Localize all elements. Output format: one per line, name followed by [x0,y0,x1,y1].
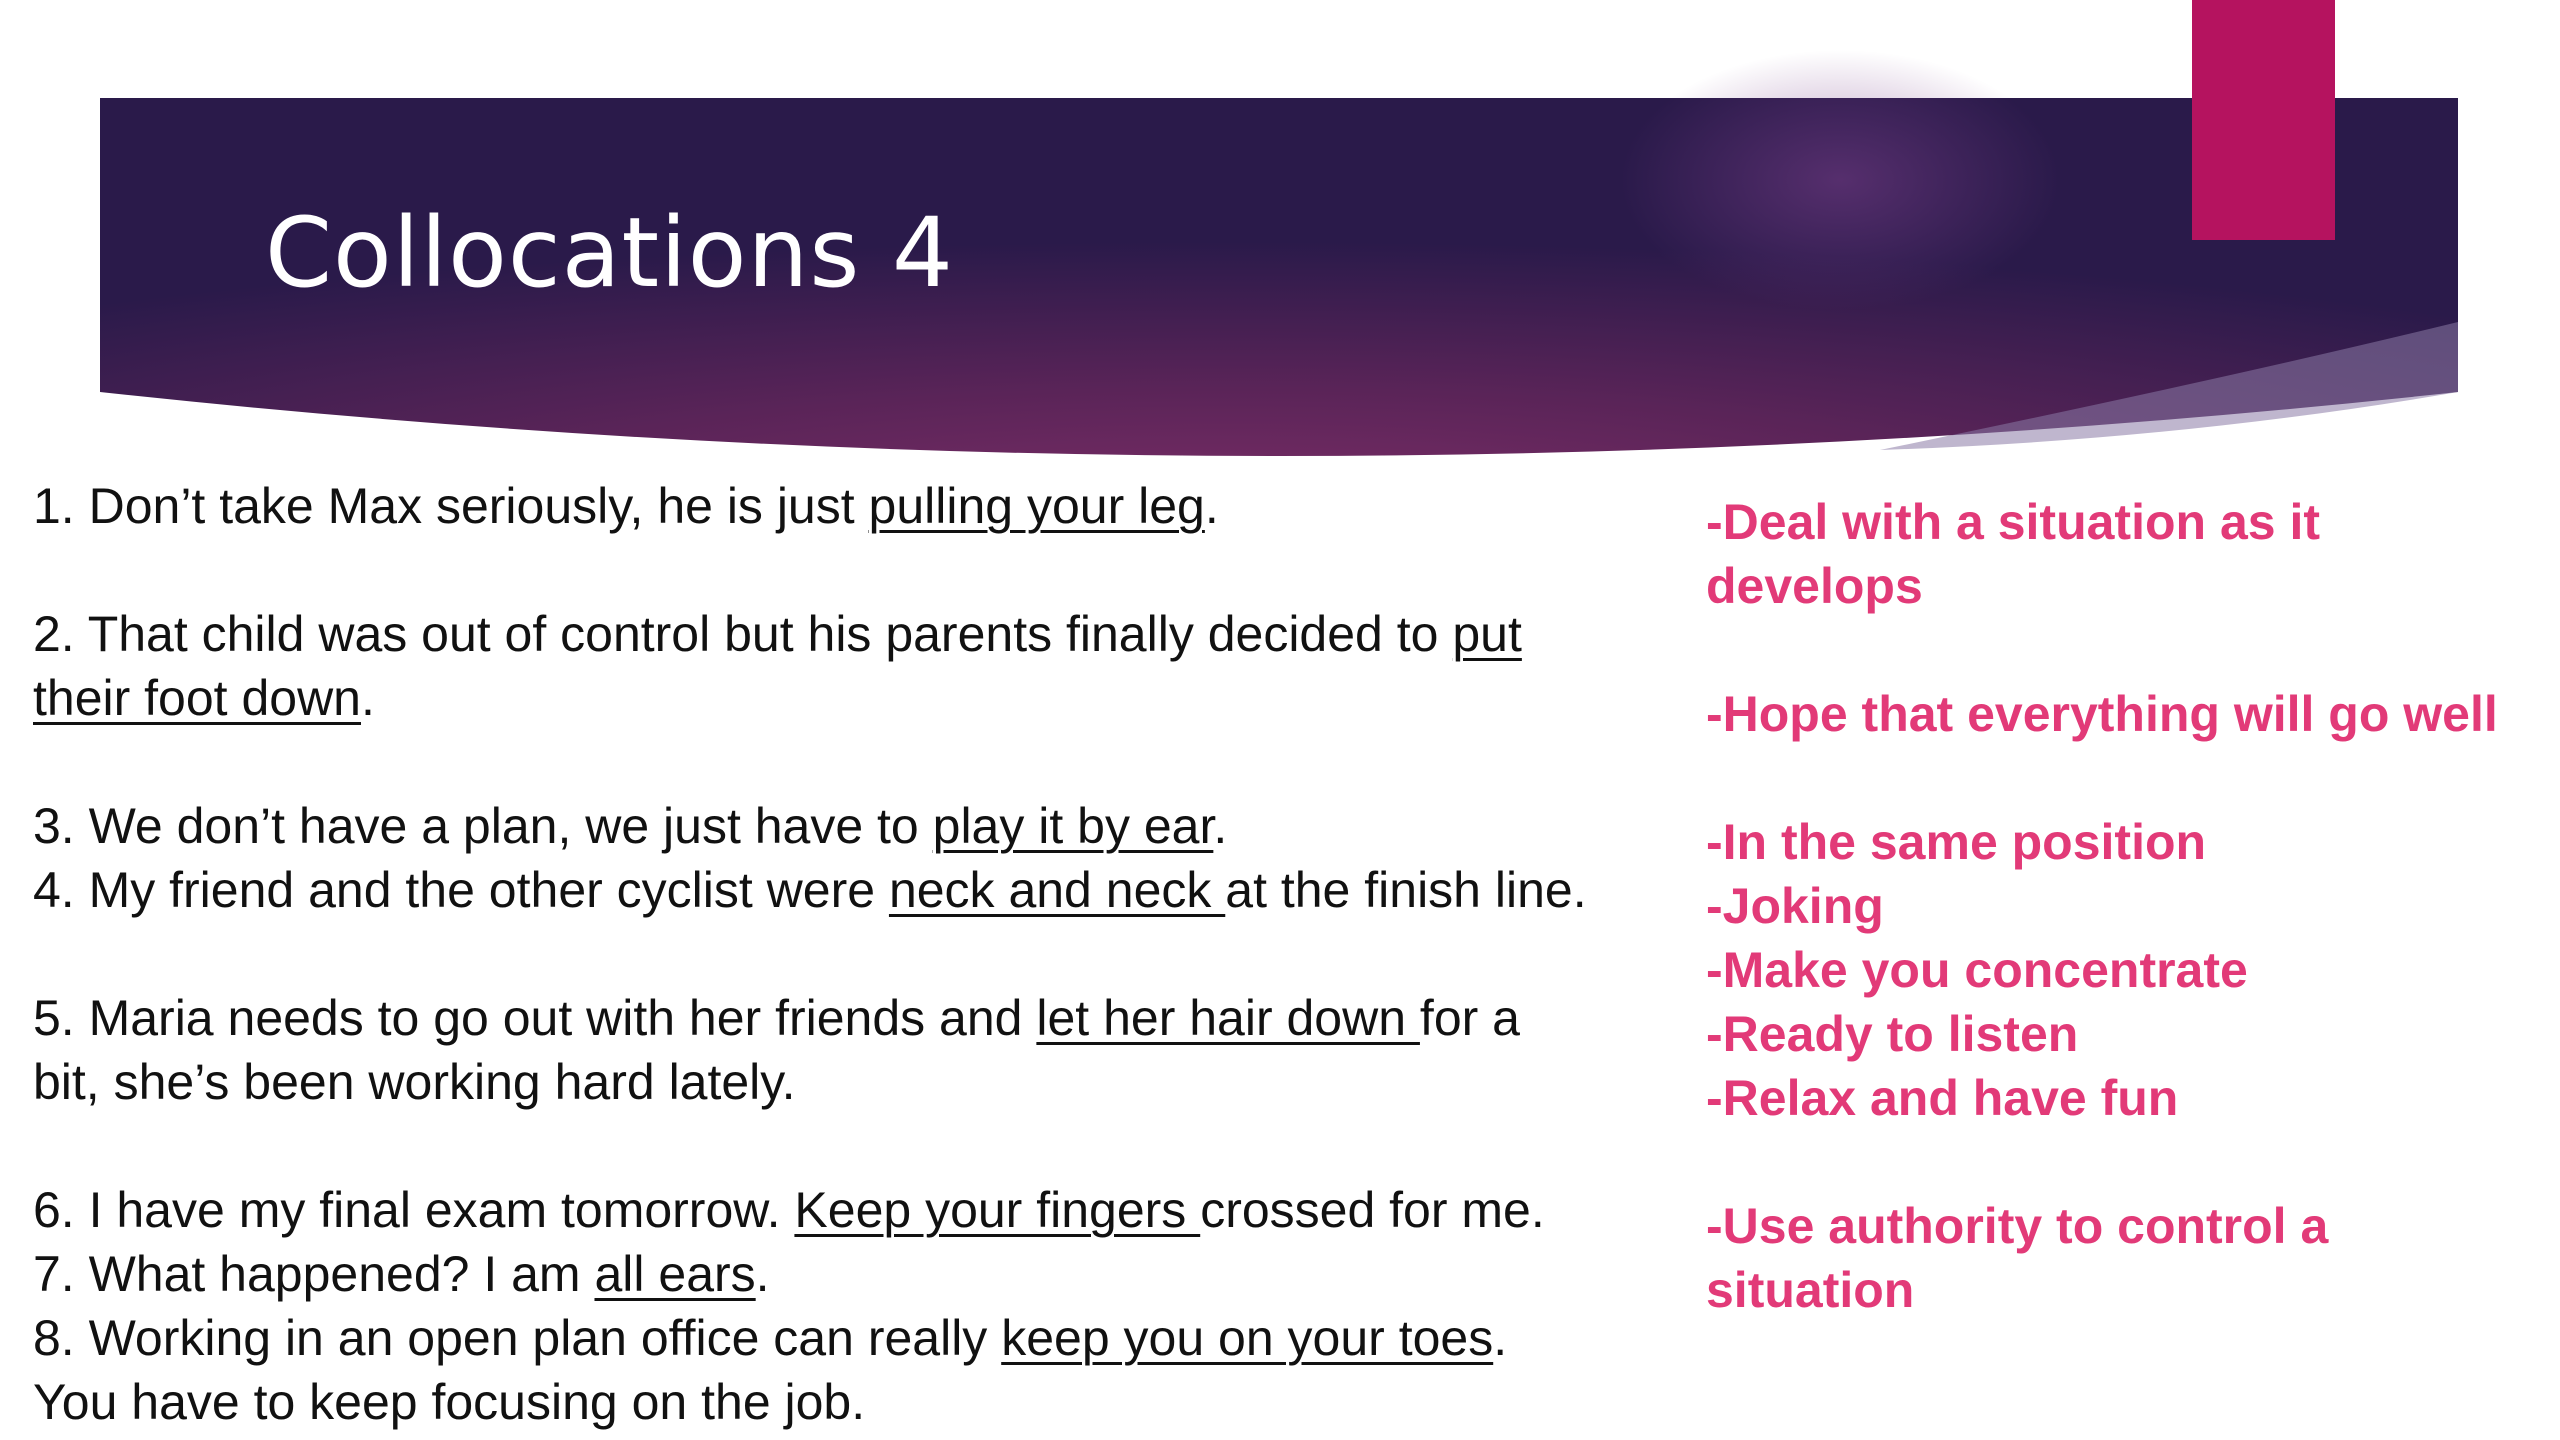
collocation-phrase: put [1452,606,1522,662]
meaning-item: -Joking [1706,878,1884,934]
collocation-phrase: let her hair down [1036,990,1420,1046]
sentence-6: 6. I have my final exam tomorrow. Keep your fingers crossed for me. [33,1182,1545,1238]
meaning-item-cont: situation [1706,1262,1915,1318]
meaning-item: -Relax and have fun [1706,1070,2179,1126]
collocation-phrase: their foot down [33,670,361,726]
sentence-8: 8. Working in an open plan office can really keep you on your toes. [33,1310,1508,1366]
sentence-5-cont: bit, she’s been working hard lately. [33,1054,796,1110]
meaning-item: -Ready to listen [1706,1006,2079,1062]
meaning-item-cont: develops [1706,558,1923,614]
sentence-1: 1. Don’t take Max seriously, he is just pulling your leg. [33,478,1219,534]
sentence-5: 5. Maria needs to go out with her friends and let her hair down for a [33,990,1520,1046]
meanings-list [1706,490,2556,1322]
collocation-phrase: all ears [594,1246,756,1302]
meaning-item: -Use authority to control a [1706,1198,2329,1254]
accent-tab [2192,0,2335,240]
sentence-8-cont: You have to keep focusing on the job. [33,1374,866,1430]
collocation-phrase: pulling your leg [868,478,1205,534]
meaning-item: -Deal with a situation as it [1706,494,2320,550]
sentence-7: 7. What happened? I am all ears. [33,1246,770,1302]
sentence-2-cont: their foot down. [33,670,375,726]
meaning-item: -In the same position [1706,814,2207,870]
meaning-item: -Make you concentrate [1706,942,2248,998]
sentence-4: 4. My friend and the other cyclist were neck and neck at the finish line. [33,862,1587,918]
collocation-phrase: neck and neck [888,862,1226,918]
sentence-3: 3. We don’t have a plan, we just have to play it by ear. [33,798,1228,854]
meaning-item: -Hope that everything will go well [1706,686,2498,742]
collocation-phrase: keep you on your toes [1001,1310,1494,1366]
collocation-phrase: Keep your fingers [794,1182,1201,1238]
sentence-2: 2. That child was out of control but his parents finally decided to put [33,606,1522,662]
sentences-list [33,474,1693,1434]
slide-title: Collocations 4 [265,197,954,309]
collocation-phrase: play it by ear [932,798,1214,854]
